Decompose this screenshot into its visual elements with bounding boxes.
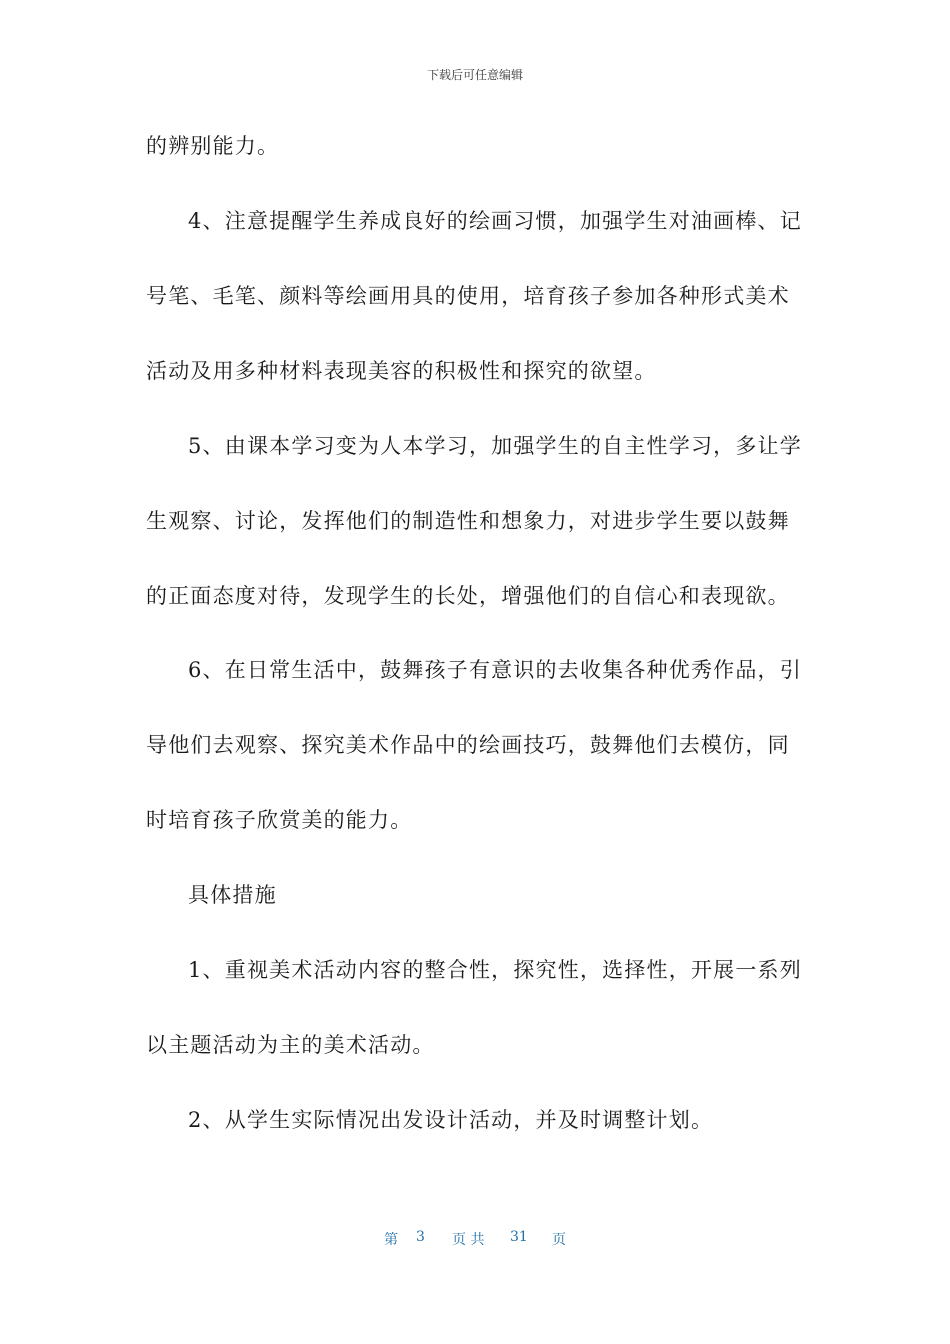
text-line: 1、重视美术活动内容的整合性，探究性，选择性，开展一系列 — [188, 958, 802, 982]
text-line: 活动及用多种材料表现美容的积极性和探究的欲望。 — [146, 359, 657, 383]
text-line: 5、由课本学习变为人本学习，加强学生的自主性学习，多让学 — [188, 434, 802, 458]
text-line: 生观察、讨论，发挥他们的制造性和想象力，对进步学生要以鼓舞 — [146, 509, 790, 533]
text-line: 2、从学生实际情况出发设计活动，并及时调整计划。 — [188, 1108, 714, 1132]
footer-suffix: 页 — [552, 1232, 566, 1248]
section-heading: 具体措施 — [188, 883, 277, 907]
text-line: 号笔、毛笔、颜料等绘画用具的使用，培育孩子参加各种形式美术 — [146, 284, 790, 308]
text-line: 的正面态度对待，发现学生的长处，增强他们的自信心和表现欲。 — [146, 584, 790, 608]
text-line: 以主题活动为主的美术活动。 — [146, 1033, 435, 1057]
text-line: 6、在日常生活中，鼓舞孩子有意识的去收集各种优秀作品，引 — [188, 658, 802, 682]
text-line: 4、注意提醒学生养成良好的绘画习惯，加强学生对油画棒、记 — [188, 209, 802, 233]
footer-prefix: 第 — [384, 1232, 398, 1248]
footer-middle: 页 共 — [452, 1232, 485, 1248]
text-line: 的辨别能力。 — [146, 134, 280, 158]
current-page-number: 3 — [416, 1229, 425, 1245]
text-line: 导他们去观察、探究美术作品中的绘画技巧，鼓舞他们去模仿，同 — [146, 733, 790, 757]
page-footer — [384, 1229, 566, 1325]
total-pages-number: 31 — [510, 1229, 528, 1245]
page-header-note: 下载后可任意编辑 — [426, 68, 523, 82]
text-line: 时培育孩子欣赏美的能力。 — [146, 808, 413, 832]
